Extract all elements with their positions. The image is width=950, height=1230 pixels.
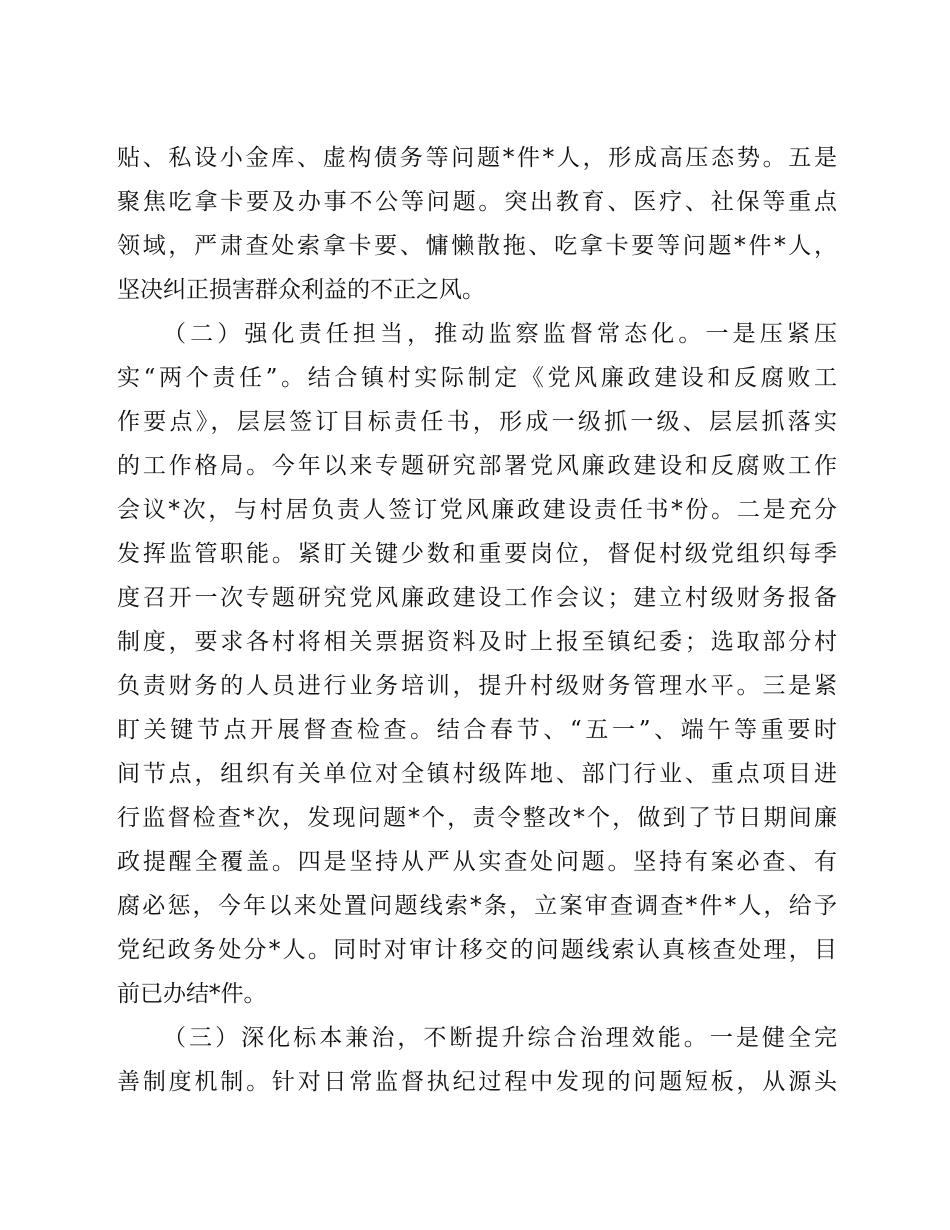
text-line: 发挥监管职能。紧盯关键少数和重要岗位，督促村级党组织每季: [117, 541, 837, 567]
text-line: 政提醒全覆盖。四是坚持从严从实查处问题。坚持有案必查、有: [117, 849, 837, 875]
text-line: 善制度机制。针对日常监督执纪过程中发现的问题短板，从源头: [117, 1069, 837, 1095]
text-line: 党纪政务处分*人。同时对审计移交的问题线索认真核查处理，目: [117, 937, 837, 963]
text-line: 作要点》，层层签订目标责任书，形成一级抓一级、层层抓落实: [117, 409, 837, 435]
text-line: 负责财务的人员进行业务培训，提升村级财务管理水平。三是紧: [117, 673, 837, 699]
text-line: 盯关键节点开展督查检查。结合春节、“五一”、端午等重要时: [117, 717, 837, 743]
text-line: 坚决纠正损害群众利益的不正之风。: [117, 277, 485, 303]
text-line: 的工作格局。今年以来专题研究部署党风廉政建设和反腐败工作: [117, 453, 837, 479]
text-line: 领域，严肃查处索拿卡要、慵懒散拖、吃拿卡要等问题*件*人，: [117, 233, 837, 259]
text-line: 会议*次，与村居负责人签订党风廉政建设责任书*份。二是充分: [117, 497, 837, 523]
text-line: 行监督检查*次，发现问题*个，责令整改*个，做到了节日期间廉: [117, 805, 837, 831]
text-line: 度召开一次专题研究党风廉政建设工作会议；建立村级财务报备: [117, 585, 837, 611]
section-heading-line: （二）强化责任担当，推动监察监督常态化。一是压紧压: [163, 321, 837, 347]
text-line: 实“两个责任”。结合镇村实际制定《党风廉政建设和反腐败工: [117, 365, 837, 391]
text-line: 贴、私设小金库、虚构债务等问题*件*人，形成高压态势。五是: [117, 145, 837, 171]
text-line: 聚焦吃拿卡要及办事不公等问题。突出教育、医疗、社保等重点: [117, 189, 837, 215]
text-line: 腐必惩，今年以来处置问题线索*条，立案审查调查*件*人，给予: [117, 893, 837, 919]
text-line: 前已办结*件。: [117, 981, 267, 1007]
text-line: 制度，要求各村将相关票据资料及时上报至镇纪委；选取部分村: [117, 629, 837, 655]
text-line: 间节点，组织有关单位对全镇村级阵地、部门行业、重点项目进: [117, 761, 837, 787]
section-heading-line: （三）深化标本兼治，不断提升综合治理效能。一是健全完: [163, 1025, 837, 1051]
